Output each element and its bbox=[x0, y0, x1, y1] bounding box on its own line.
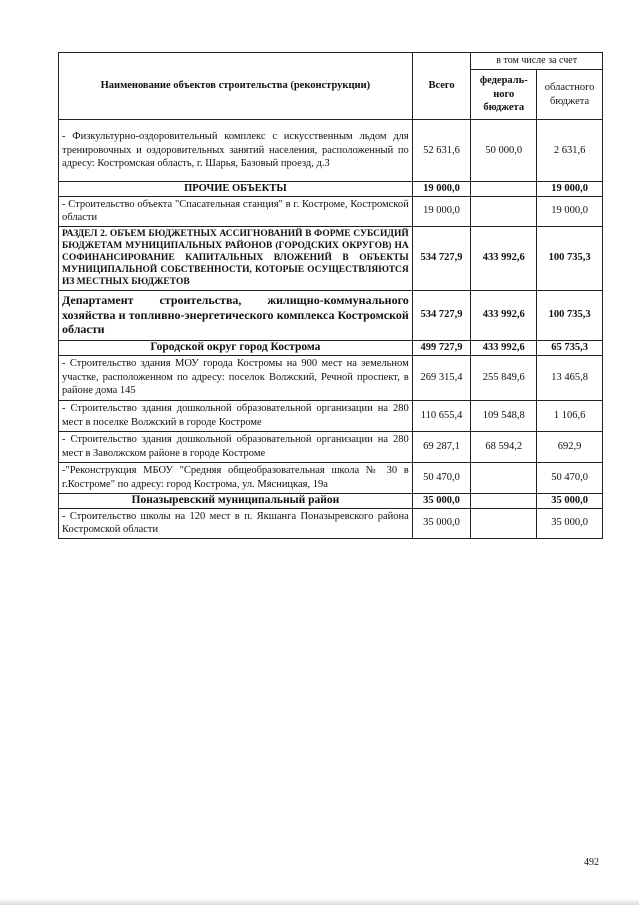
row-name: - Строительство здания дошкольной образовательной организации на 280 мест в Заволжском районе в городе Костроме bbox=[59, 431, 413, 462]
header-total: Всего bbox=[412, 53, 471, 120]
row-regional: 35 000,0 bbox=[537, 493, 603, 508]
row-federal: 109 548,8 bbox=[471, 400, 537, 431]
row-federal bbox=[471, 493, 537, 508]
row-name: - Строительство здания МОУ города Костромы на 900 мест на земельном участке, расположенном по адресу: поселок Волжский, Речной проспект, в районе дома 145 bbox=[59, 355, 413, 400]
row-federal bbox=[471, 182, 537, 197]
header-including: в том числе за счет bbox=[471, 53, 603, 70]
row-regional: 100 735,3 bbox=[537, 290, 603, 340]
row-regional: 13 465,8 bbox=[537, 355, 603, 400]
row-total: 69 287,1 bbox=[412, 431, 471, 462]
row-total: 534 727,9 bbox=[412, 226, 471, 290]
row-total: 52 631,6 bbox=[412, 120, 471, 182]
row-regional: 19 000,0 bbox=[537, 196, 603, 226]
header-object-name: Наименование объектов строительства (реконструкции) bbox=[59, 53, 413, 120]
row-total: 35 000,0 bbox=[412, 508, 471, 538]
row-federal bbox=[471, 196, 537, 226]
row-federal: 255 849,6 bbox=[471, 355, 537, 400]
table-row bbox=[59, 182, 603, 197]
row-federal bbox=[471, 508, 537, 538]
row-name: ПРОЧИЕ ОБЪЕКТЫ bbox=[59, 182, 413, 197]
row-regional: 65 735,3 bbox=[537, 340, 603, 355]
row-regional: 35 000,0 bbox=[537, 508, 603, 538]
table-row bbox=[59, 462, 603, 493]
table-row bbox=[59, 340, 603, 355]
row-federal: 433 992,6 bbox=[471, 290, 537, 340]
row-name: РАЗДЕЛ 2. ОБЪЕМ БЮДЖЕТНЫХ АССИГНОВАНИЙ В ФОРМЕ СУБСИДИЙ БЮДЖЕТАМ МУНИЦИПАЛЬНЫХ РАЙОНОВ (ГОРОДСКИХ ОКРУГОВ) НА СОФИНАНСИРОВАНИЕ КАПИТАЛЬНЫХ ВЛОЖЕНИЙ В ОБЪЕКТЫ МУНИЦИПАЛЬНОЙ СОБСТВЕННОСТИ, КОТОРЫЕ ОСУЩЕСТВЛЯЮТСЯ ИЗ МЕСТНЫХ БЮДЖЕТОВ bbox=[59, 226, 413, 290]
row-name: - Физкультурно-оздоровительный комплекс с искусственным льдом для тренировочных и оздоровительных занятий населения, расположенный по адресу: Костромская область, г. Шарья, Базовый проезд, д.3 bbox=[59, 120, 413, 182]
table-row bbox=[59, 400, 603, 431]
row-total: 19 000,0 bbox=[412, 182, 471, 197]
row-total: 269 315,4 bbox=[412, 355, 471, 400]
table-row bbox=[59, 196, 603, 226]
row-regional: 1 106,6 bbox=[537, 400, 603, 431]
table-row bbox=[59, 431, 603, 462]
row-total: 110 655,4 bbox=[412, 400, 471, 431]
row-name: - Строительство объекта "Спасательная станция" в г. Костроме, Костромской области bbox=[59, 196, 413, 226]
row-federal: 68 594,2 bbox=[471, 431, 537, 462]
row-total: 499 727,9 bbox=[412, 340, 471, 355]
row-regional: 2 631,6 bbox=[537, 120, 603, 182]
row-name: Поназыревский муниципальный район bbox=[59, 493, 413, 508]
table-row bbox=[59, 508, 603, 538]
row-name: Городской округ город Кострома bbox=[59, 340, 413, 355]
row-total: 19 000,0 bbox=[412, 196, 471, 226]
page-number: 492 bbox=[584, 857, 599, 868]
table-row bbox=[59, 226, 603, 290]
table-header bbox=[59, 53, 603, 120]
row-federal: 50 000,0 bbox=[471, 120, 537, 182]
table-row bbox=[59, 120, 603, 182]
row-total: 35 000,0 bbox=[412, 493, 471, 508]
table-row bbox=[59, 493, 603, 508]
table-body bbox=[59, 120, 603, 539]
row-name: - Строительство здания дошкольной образовательной организации на 280 мест в поселке Волжский в городе Костроме bbox=[59, 400, 413, 431]
header-regional: областного бюджета bbox=[537, 70, 603, 120]
row-name: - Строительство школы на 120 мест в п. Якшанга Поназыревского района Костромской области bbox=[59, 508, 413, 538]
scan-edge bbox=[0, 899, 639, 905]
table-row bbox=[59, 355, 603, 400]
budget-table bbox=[58, 52, 603, 539]
row-federal bbox=[471, 462, 537, 493]
row-name: -"Реконструкция МБОУ "Средняя общеобразовательная школа № 30 в г.Костроме" по адресу: город Кострома, ул. Мясницкая, 19а bbox=[59, 462, 413, 493]
row-regional: 19 000,0 bbox=[537, 182, 603, 197]
row-regional: 692,9 bbox=[537, 431, 603, 462]
row-name: Департамент строительства, жилищно-коммунального хозяйства и топливно-энергетического комплекса Костромской области bbox=[59, 290, 413, 340]
row-regional: 50 470,0 bbox=[537, 462, 603, 493]
row-federal: 433 992,6 bbox=[471, 340, 537, 355]
table-row bbox=[59, 290, 603, 340]
row-total: 50 470,0 bbox=[412, 462, 471, 493]
header-federal: федераль-ного бюджета bbox=[471, 70, 537, 120]
row-regional: 100 735,3 bbox=[537, 226, 603, 290]
row-federal: 433 992,6 bbox=[471, 226, 537, 290]
row-total: 534 727,9 bbox=[412, 290, 471, 340]
